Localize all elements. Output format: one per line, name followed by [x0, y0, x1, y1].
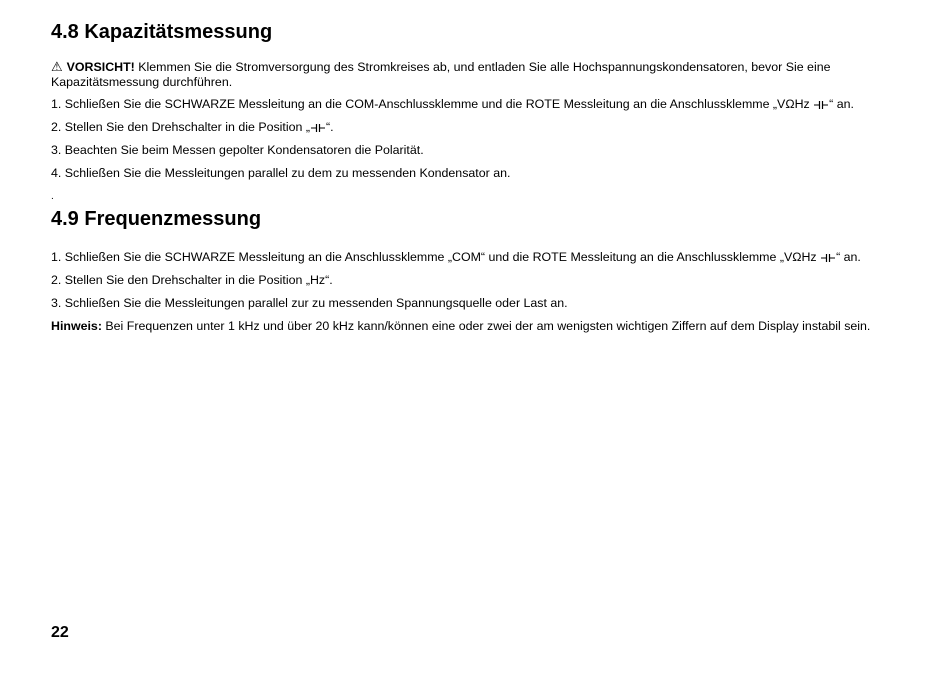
step-text-end: “ an.: [829, 97, 854, 111]
capacitor-symbol-icon: [821, 253, 835, 263]
page-number: 22: [51, 624, 69, 641]
warning-triangle-icon: ⚠: [51, 59, 63, 74]
capacitor-symbol-icon: [814, 100, 828, 110]
frequency-step-2: 2. Stellen Sie den Drehschalter in die Position „Hz“.: [51, 273, 333, 287]
capacitance-step-2: [51, 120, 334, 135]
step-text-end: “.: [325, 120, 334, 134]
section-title-frequency: 4.9 Frequenzmessung: [51, 208, 262, 230]
step-text: 1. Schließen Sie die SCHWARZE Messleitung an die Anschlussklemme „COM“ und die ROTE Messleitung an die Anschlussklemme „VΩHz: [51, 250, 821, 264]
capacitance-step-3: 3. Beachten Sie beim Messen gepolter Kondensatoren die Polarität.: [51, 143, 424, 157]
caution-paragraph: [51, 59, 901, 90]
note-text: Bei Frequenzen unter 1 kHz und über 20 kHz kann/können eine oder zwei der am wenigsten wichtigen Ziffern auf dem Display instabil sein.: [101, 319, 871, 333]
step-text-end: “ an.: [836, 250, 861, 264]
section-title-capacitance: 4.8 Kapazitätsmessung: [51, 21, 273, 43]
capacitor-symbol-icon: [311, 123, 325, 133]
frequency-step-3: 3. Schließen Sie die Messleitungen parallel zur zu messenden Spannungsquelle oder Last an.: [51, 296, 568, 310]
step-text: 1. Schließen Sie die SCHWARZE Messleitung an die COM-Anschlussklemme und die ROTE Messleitung an die Anschlussklemme „VΩHz: [51, 97, 814, 111]
capacitance-step-4: 4. Schließen Sie die Messleitungen parallel zu dem zu messenden Kondensator an.: [51, 166, 511, 180]
frequency-step-1: [51, 250, 861, 265]
caution-label: VORSICHT!: [66, 60, 135, 74]
step-text: 2. Stellen Sie den Drehschalter in die Position „: [51, 120, 310, 134]
separator-dot: .: [51, 191, 54, 202]
caution-text: Klemmen Sie die Stromversorgung des Stromkreises ab, und entladen Sie alle Hochspannungskondensatoren, bevor Sie eine Kapazitätsmessung durchführen.: [51, 60, 831, 89]
capacitance-step-1: [51, 97, 854, 112]
note-label: Hinweis:: [51, 319, 102, 333]
note-paragraph: [51, 319, 870, 334]
